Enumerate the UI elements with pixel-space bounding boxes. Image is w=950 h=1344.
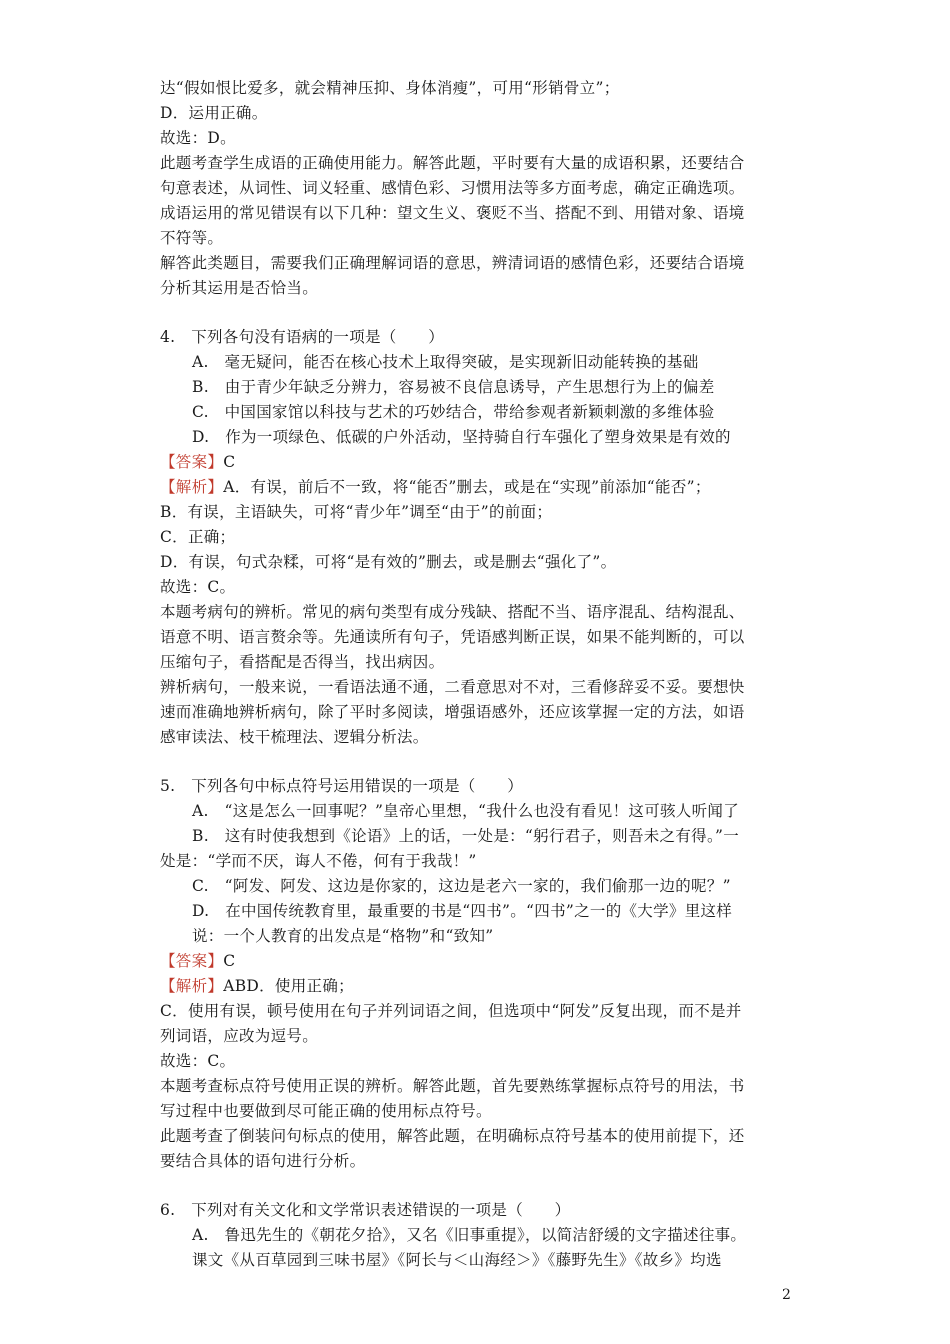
question-4-option-a: A. 毫无疑问，能否在核心技术上取得突破，是实现新旧动能转换的基础 [192,353,699,371]
question-5-option-a: A. “这是怎么一回事呢？”皇帝心里想，“我什么也没有看见！这可骇人听闻了 [192,802,739,820]
text-line: 故选：D。 [160,129,236,147]
question-4-answer [160,450,235,475]
text-line: C．使用有误，顿号使用在句子并列词语之间，但选项中“阿发”反复出现，而不是并 [160,1002,742,1020]
question-6-option-a: A. 鲁迅先生的《朝花夕拾》，又名《旧事重提》，以简洁舒缓的文字描述往事。 [192,1226,747,1244]
text-line: 感审读法、枝干梳理法、逻辑分析法。 [160,728,429,746]
question-4-stem: 4. 下列各句没有语病的一项是（ ） [160,328,444,346]
analysis-tag: 【解析】 [160,977,224,995]
text-line: 分析其运用是否恰当。 [160,279,319,297]
answer-value: C [223,952,236,970]
analysis-text: A．有误，前后不一致，将“能否”删去，或是在“实现”前添加“能否”； [223,478,711,496]
answer-value: C [223,453,236,471]
page-number: 2 [782,1287,791,1303]
text-line: D．运用正确。 [160,104,268,122]
text-line: D．有误，句式杂糅，可将“是有效的”删去，或是删去“强化了”。 [160,553,617,571]
question-6-option-a-cont: 课文《从百草园到三味书屋》《阿长与＜山海经＞》《藤野先生》《故乡》均选 [192,1251,722,1269]
analysis-tag: 【解析】 [160,478,224,496]
text-line: 此题考查学生成语的正确使用能力。解答此题，平时要有大量的成语积累，还要结合 [160,154,745,172]
text-line: 不符等。 [160,229,224,247]
text-line: 达“假如恨比爱多，就会精神压抑、身体消瘦”，可用“形销骨立”； [160,79,620,97]
text-line: 语意不明、语言赘余等。先通读所有句子，凭语感判断正误，如果不能判断的，可以 [160,628,745,646]
text-line: 列词语，应改为逗号。 [160,1027,319,1045]
question-5-stem: 5. 下列各句中标点符号运用错误的一项是（ ） [160,777,523,795]
text-line: 压缩句子，看搭配是否得当，找出病因。 [160,653,445,671]
question-5-option-c: C. “阿发、阿发、这边是你家的，这边是老六一家的，我们偷那一边的呢？” [192,877,731,895]
text-line: 故选：C。 [160,578,236,596]
text-line: 写过程中也要做到尽可能正确的使用标点符号。 [160,1102,492,1120]
text-line: 速而准确地辨析病句，除了平时多阅读，增强语感外，还应该掌握一定的方法，如语 [160,703,745,721]
text-line: B．有误，主语缺失，可将“青少年”调至“由于”的前面； [160,503,553,521]
question-4-option-c: C. 中国国家馆以科技与艺术的巧妙结合，带给参观者新颖刺激的多维体验 [192,403,715,421]
question-5-analysis-first [160,974,354,999]
question-4-option-d: D. 作为一项绿色、低碳的户外活动，坚持骑自行车强化了塑身效果是有效的 [192,428,731,446]
text-line: 要结合具体的语句进行分析。 [160,1152,366,1170]
text-line: 成语运用的常见错误有以下几种：望文生义、褒贬不当、搭配不到、用错对象、语境 [160,204,745,222]
text-line: 解答此类题目，需要我们正确理解词语的意思，辨清词语的感情色彩，还要结合语境 [160,254,745,272]
text-line: 本题考病句的辨析。常见的病句类型有成分残缺、搭配不当、语序混乱、结构混乱、 [160,603,745,621]
question-5-answer [160,949,235,974]
text-line: 辨析病句，一般来说，一看语法通不通，二看意思对不对，三看修辞妥不妥。要想快 [160,678,745,696]
text-line: 本题考查标点符号使用正误的辨析。解答此题，首先要熟练掌握标点符号的用法，书 [160,1077,745,1095]
text-line: 句意表述，从词性、词义轻重、感情色彩、习惯用法等多方面考虑，确定正确选项。 [160,179,745,197]
answer-tag: 【答案】 [160,952,224,970]
answer-tag: 【答案】 [160,453,224,471]
text-line: 此题考查了倒装问句标点的使用，解答此题，在明确标点符号基本的使用前提下，还 [160,1127,745,1145]
text-line: C．正确； [160,528,236,546]
text-line: 故选：C。 [160,1052,236,1070]
question-5-option-d: D. 在中国传统教育里，最重要的书是“四书”。“四书”之一的《大学》里这样 [192,902,733,920]
question-5-option-b: B. 这有时使我想到《论语》上的话，一处是：“躬行君子，则吾未之有得。”一 [192,827,740,845]
analysis-text: ABD．使用正确； [223,977,354,995]
question-6-stem: 6. 下列对有关文化和文学常识表述错误的一项是（ ） [160,1201,571,1219]
question-4-analysis-first [160,475,711,500]
question-5-option-b-cont: 处是：“学而不厌，诲人不倦，何有于我哉！” [160,852,477,870]
question-5-option-d-cont: 说：一个人教育的出发点是“格物”和“致知” [192,927,494,945]
question-4-option-b: B. 由于青少年缺乏分辨力，容易被不良信息诱导，产生思想行为上的偏差 [192,378,715,396]
